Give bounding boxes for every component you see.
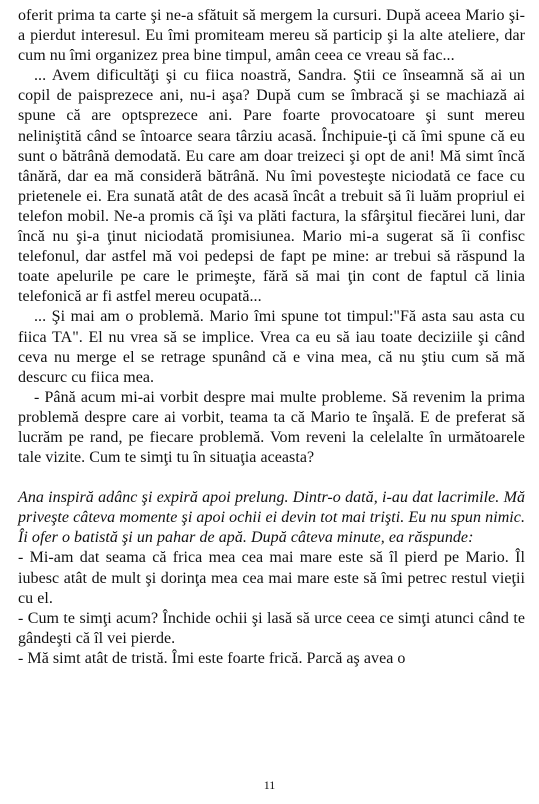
paragraph-gap <box>18 468 525 488</box>
paragraph-dialog-fear: - Mi-am dat seama că frica mea cea mai mare este să îl pierd pe Mario. Îl iubesc atât de mult şi dorinţa mea cea mai mare este să îmi petrec restul vieţii cu el. <box>18 549 525 607</box>
page-number: 11 <box>263 778 276 792</box>
paragraph-dialog-sad: - Mă simt atât de tristă. Îmi este foarte frică. Parcă aş avea o <box>18 649 406 667</box>
paragraph-therapist-question: - Până acum mi-ai vorbit despre mai multe probleme. Să revenim la prima problemă despre care ai vorbit, teama ta că Mario te înşală. E de preferat să lucrăm pe rand, pe fiecare problemă. Vom reveni la celelalte în următoarele tale vizite. Cum te simţi tu în situaţia aceasta? <box>18 388 525 467</box>
paragraph-sandra: ... Avem dificultăţi şi cu fiica noastră, Sandra. Ştii ce înseamnă să ai un copil de paisprezece ani, nu-i aşa? După cum se îmbracă şi se machiază ai spune că are optsprezece ani. Pare foarte provocatoare şi sunt mereu neliniştită când se întoarce seara târziu acasă. Închipuie-ţi că îmi spune că eu sunt o bătrână demodată. Eu care am doar treizeci şi opt de ani! Mă simt încă tânără, dar ea mă consideră bătrână. Nu îmi povesteşte niciodată ce face cu prietenele ei. Era sunată atât de des acasă încât a trebuit să îi luăm propriul ei telefon mobil. Ne-a promis că îşi va plăti factura, la sfârşitul fiecărei luni, dar încă nu şi-a ţinut niciodată promisiunea. Mario mi-a sugerat să îi confisc telefonul, dar astfel mă voi pedepsi de fapt pe mine: ar trebui să răspund la toate apelurile pe care le primeşte, fără să mai ţin cont de faptul că linia telefonică ar fi astfel mereu ocupată... <box>18 67 525 306</box>
paragraph-narration-italic: Ana inspiră adânc şi expiră apoi prelung. Dintr-o dată, i-au dat lacrimile. Mă priveşte câteva momente şi apoi ochii ei devin tot mai trişti. Eu nu spun nimic. Îi ofer o batistă şi un pahar de apă. După câteva minute, ea răspunde: <box>18 489 525 547</box>
paragraph-another-problem: ... Şi mai am o problemă. Mario îmi spune tot timpul:"Fă asta sau asta cu fiica TA". El nu vrea să se implice. Vrea ca eu să iau toate deciziile şi când ceva nu merge el se retrage spunând că e vina mea, că nu ştiu cum să mă descurc cu fiica mea. <box>18 308 525 386</box>
paragraph-continuation: oferit prima ta carte şi ne-a sfătuit să mergem la cursuri. După aceea Mario şi-a pierdut interesul. Eu îmi promiteam mereu să particip şi la alte ateliere, dar cum nu îmi organizez prea bine timpul, amân ceea ce vreau să fac... <box>18 7 525 65</box>
paragraph-dialog-how-feel: - Cum te simţi acum? Închide ochii şi lasă să urce ceea ce simţi atunci când te gândeşti că îl vei pierde. <box>18 609 525 647</box>
